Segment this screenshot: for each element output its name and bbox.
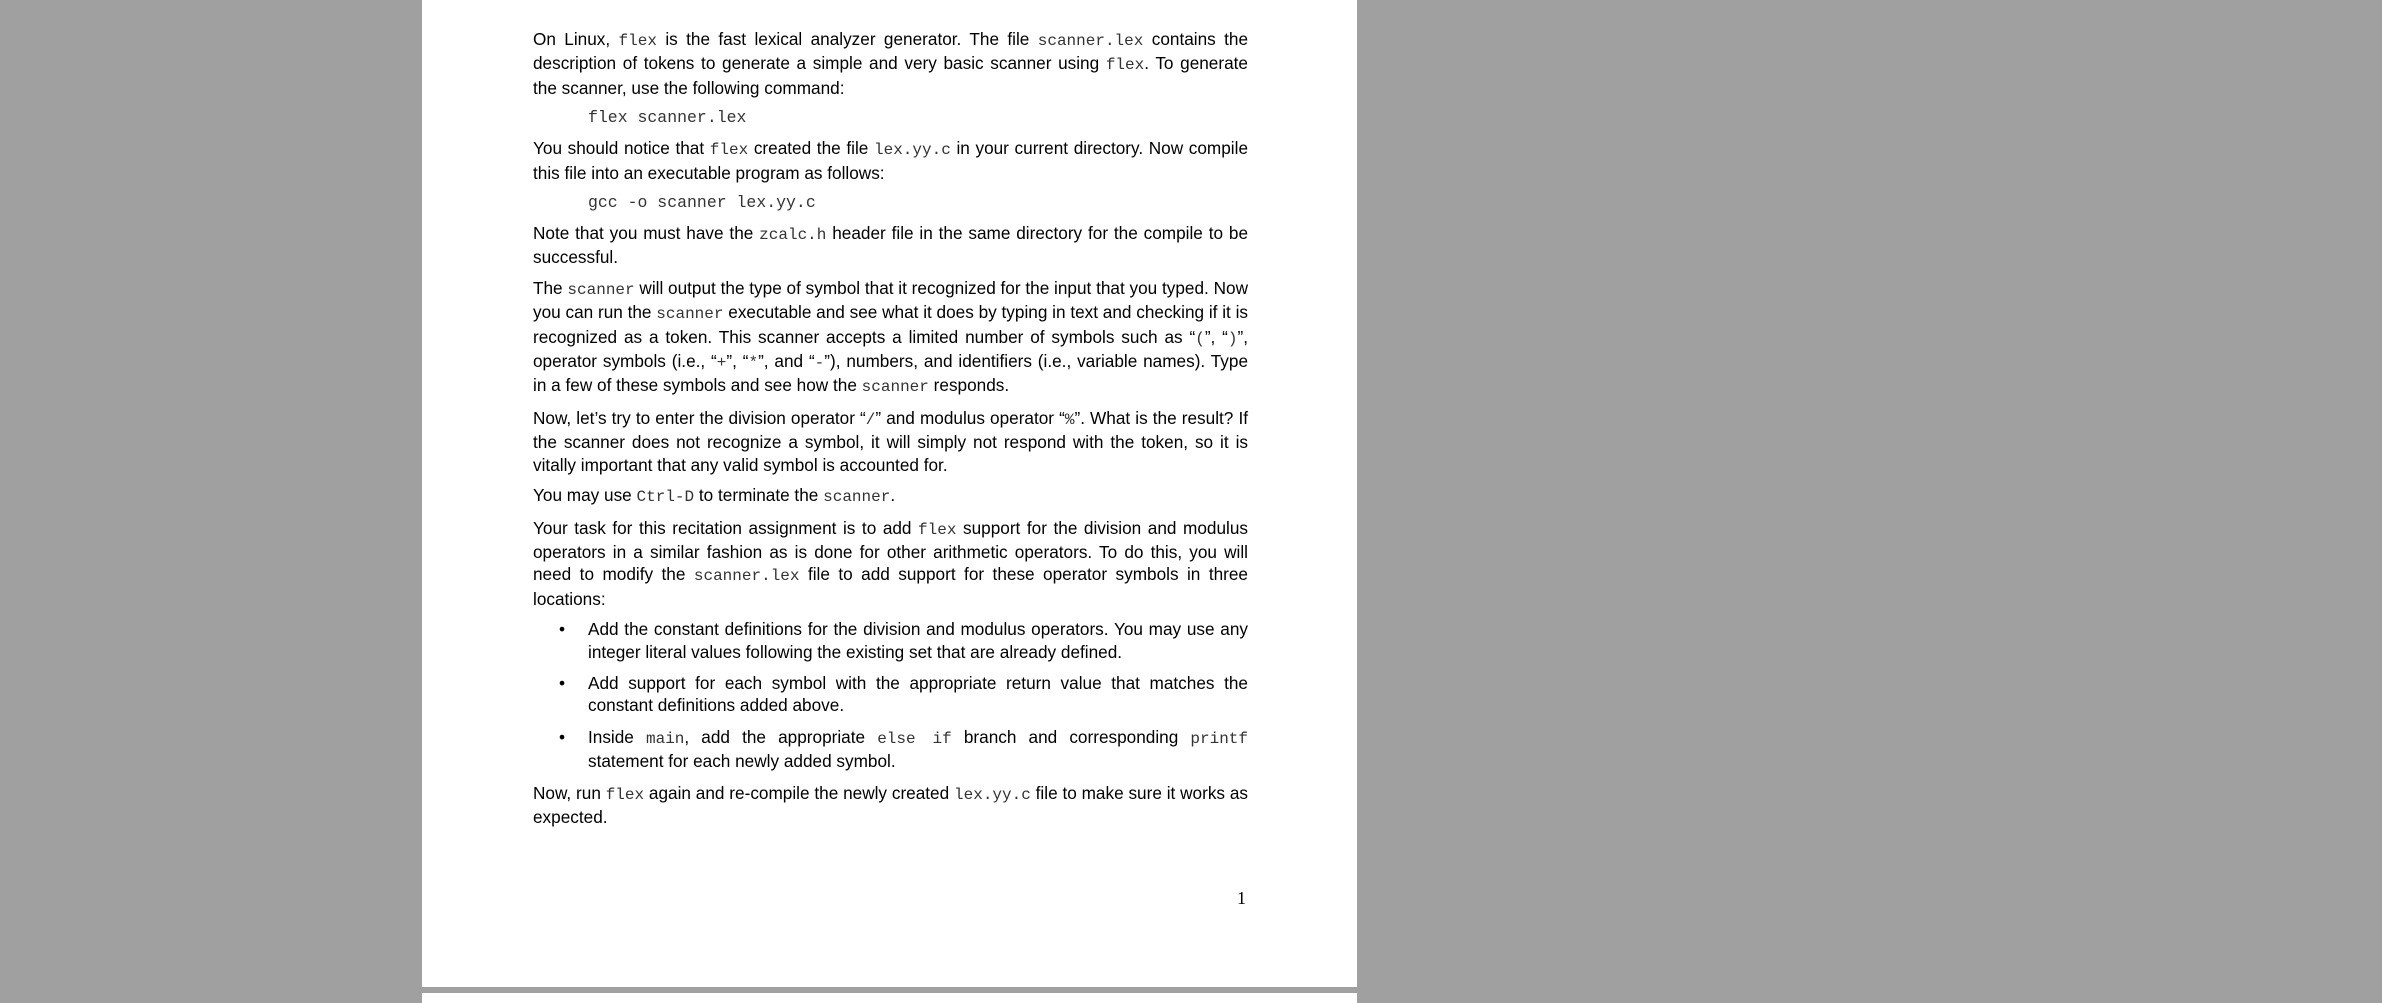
document-page	[422, 0, 1357, 987]
code-gcc-command: gcc -o scanner lex.yy.c	[588, 193, 816, 213]
bullet-icon: •	[559, 619, 566, 640]
code-flex-command: flex scanner.lex	[588, 108, 747, 128]
paragraph-ctrl-d: You may use Ctrl-D to terminate the scanner.	[533, 485, 896, 507]
paragraph-scanner-output: The scanner will output the type of symbol that it recognized for the input that you typed. Now you can run the scanner executable and see what it does by typing in text and checking if it is recognized as a token. This scanner accepts a limited number of symbols such as “(”, “)”, operator symbols (i.e., “+”, “*”, and “-”), numbers, and identifiers (i.e., variable names). Type in a few of these symbols and see how the scanner responds.	[533, 277, 1249, 397]
paragraph-header-note: Note that you must have the zcalc.h header file in the same directory for the compile to be successful.	[533, 223, 1248, 268]
paragraph-task: Your task for this recitation assignment is to add flex support for the division and modulus operators in a similar fashion as is done for other arithmetic operators. To do this, you will need to modify the scanner.lex file to add support for these operator symbols in three locations:	[533, 517, 1248, 609]
page-content	[533, 28, 1248, 836]
paragraph-intro: On Linux, flex is the fast lexical analyzer generator. The file scanner.lex contains the description of tokens to generate a simple and very basic scanner using flex. To generate the scanner, use the following command:	[533, 29, 1249, 98]
page-number: 1	[1237, 888, 1246, 908]
paragraph-division-modulus: Now, let’s try to enter the division operator “/” and modulus operator “%”. What is the result? If the scanner does not recognize a symbol, it will simply not respond with the token, so it is vitally important that any valid symbol is accounted for.	[533, 407, 1248, 475]
paragraph-compile: You should notice that flex created the file lex.yy.c in your current directory. Now compile this file into an executable program as follows:	[533, 138, 1249, 183]
list-item: • Inside main, add the appropriate else if branch and corresponding printf statement for each newly added symbol.	[559, 726, 1248, 772]
paragraph-rerun: Now, run flex again and re-compile the newly created lex.yy.c file to make sure it works as expected.	[533, 782, 1248, 827]
next-page-edge	[422, 993, 1357, 1003]
task-list	[533, 618, 1248, 772]
bullet-icon: •	[559, 726, 566, 747]
bullet-icon: •	[559, 672, 566, 693]
list-item: • Add support for each symbol with the appropriate return value that matches the constant definitions added above.	[559, 672, 1248, 716]
list-item: • Add the constant definitions for the division and modulus operators. You may use any integer literal values following the existing set that are already defined.	[559, 619, 1248, 662]
